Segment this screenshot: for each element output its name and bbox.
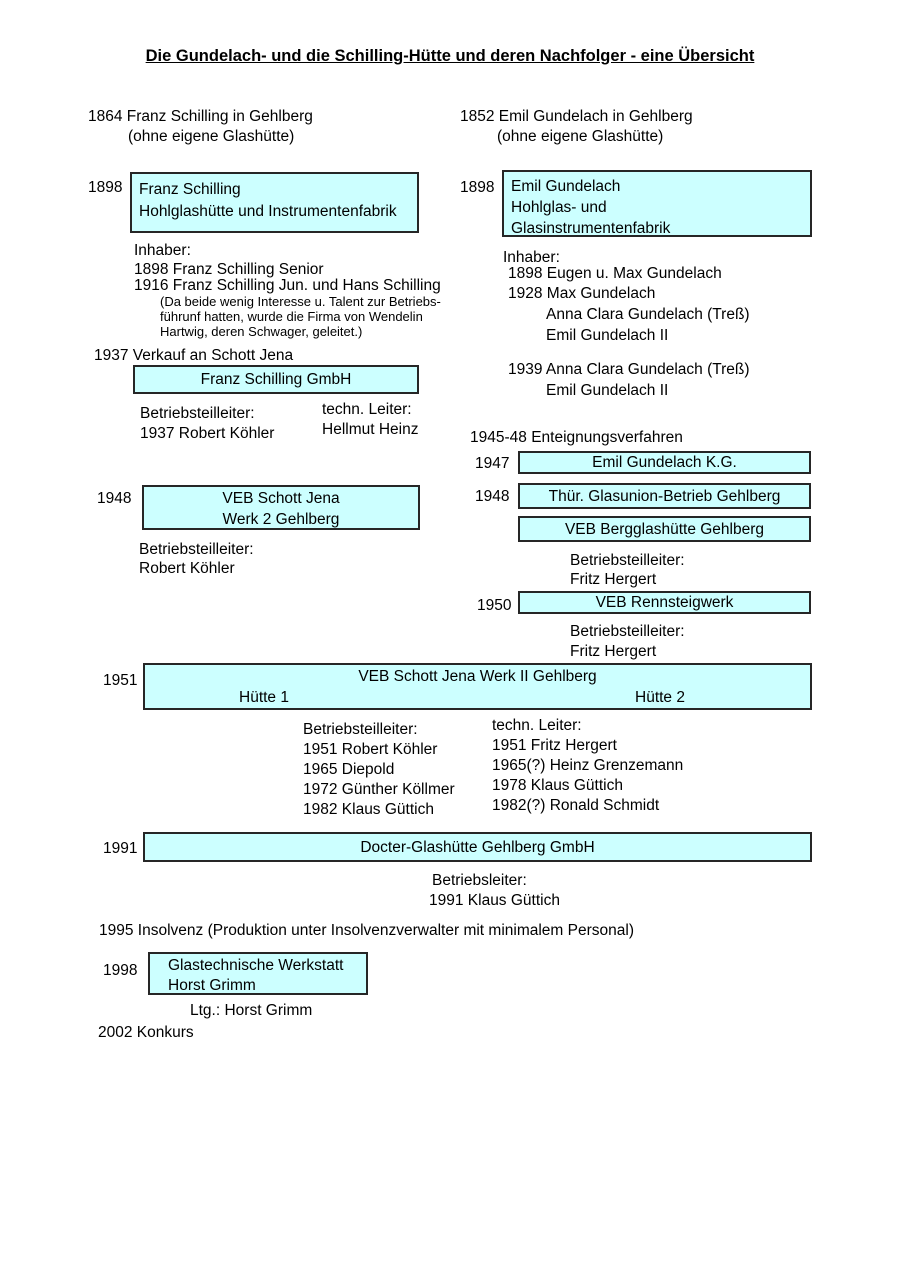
rennsteig-leiter-label: Betriebsteilleiter: bbox=[570, 623, 685, 640]
gundelach-inhaber-1928-c: Emil Gundelach II bbox=[546, 327, 669, 344]
merged-techn-item: 1965(?) Heinz Grenzemann bbox=[492, 757, 684, 774]
merged-techn-label: techn. Leiter: bbox=[492, 717, 582, 734]
gundelach-founding-line1: 1852 Emil Gundelach in Gehlberg bbox=[460, 108, 693, 125]
gundelach-inhaber-1898: 1898 Eugen u. Max Gundelach bbox=[508, 265, 722, 282]
konkurs-2002: 2002 Konkurs bbox=[98, 1024, 194, 1041]
merged-1991-year: 1991 bbox=[103, 840, 138, 857]
merged-leiter-item: 1951 Robert Köhler bbox=[303, 741, 438, 758]
schilling-note-line3: Hartwig, deren Schwager, geleitet.) bbox=[160, 324, 363, 339]
merged-leiter-item: 1972 Günther Köllmer bbox=[303, 781, 455, 798]
merged-leiter-list bbox=[303, 720, 455, 820]
merged-1998-year: 1998 bbox=[103, 962, 138, 979]
schilling-inhaber-1898: 1898 Franz Schilling Senior bbox=[134, 261, 324, 278]
gundelach-founding-line2: (ohne eigene Glashütte) bbox=[497, 128, 664, 145]
thuer-glasunion-box: Thür. Glasunion-Betrieb Gehlberg bbox=[518, 483, 811, 509]
gundelach-1898-box bbox=[502, 170, 812, 237]
veb-schott-jena-line2: Werk 2 Gehlberg bbox=[222, 511, 340, 528]
schilling-1948-leiter-value: Robert Köhler bbox=[139, 560, 235, 577]
gundelach-enteignung: 1945-48 Enteignungsverfahren bbox=[470, 429, 683, 446]
page-title: Die Gundelach- und die Schilling-Hütte und deren Nachfolger - eine Übersicht bbox=[145, 47, 755, 65]
schilling-note-line2: führunf hatten, wurde die Firma von Wendelin bbox=[160, 309, 423, 324]
franz-schilling-gmbh-box: Franz Schilling GmbH bbox=[133, 365, 419, 394]
gundelach-1947-year: 1947 bbox=[475, 455, 510, 472]
merged-leiter-item: 1965 Diepold bbox=[303, 761, 395, 778]
gundelach-inhaber-label: Inhaber: bbox=[503, 249, 560, 266]
merged-techn-item: 1978 Klaus Güttich bbox=[492, 777, 623, 794]
gundelach-inhaber-1939-b: Emil Gundelach II bbox=[546, 382, 669, 399]
schilling-note-line1: (Da beide wenig Interesse u. Talent zur Betriebs- bbox=[160, 294, 441, 309]
docter-glashuette-box: Docter-Glashütte Gehlberg GmbH bbox=[143, 832, 812, 862]
gundelach-inhaber-1928-b: Anna Clara Gundelach (Treß) bbox=[546, 306, 750, 323]
veb-schott-jena-box bbox=[142, 485, 420, 530]
docter-leiter-value: 1991 Klaus Güttich bbox=[429, 892, 560, 909]
schilling-inhaber-label: Inhaber: bbox=[134, 242, 191, 259]
huette-2-label: Hütte 2 bbox=[635, 689, 685, 706]
ltg-horst-grimm: Ltg.: Horst Grimm bbox=[190, 1002, 313, 1019]
huette-1-label: Hütte 1 bbox=[239, 689, 289, 706]
gundelach-1898-year: 1898 bbox=[460, 179, 495, 196]
schilling-1937-techn-value: Hellmut Heinz bbox=[322, 421, 419, 438]
schilling-1898-box-line2: Hohlglashütte und Instrumentenfabrik bbox=[139, 203, 397, 220]
schilling-1937-techn-label: techn. Leiter: bbox=[322, 401, 412, 418]
veb-schott-jena-line1: VEB Schott Jena bbox=[222, 490, 340, 507]
docter-leiter-label: Betriebsleiter: bbox=[432, 872, 527, 889]
veb-bergglashuette-box: VEB Bergglashütte Gehlberg bbox=[518, 516, 811, 542]
glastechnische-werkstatt-box bbox=[148, 952, 368, 995]
merged-techn-item: 1951 Fritz Hergert bbox=[492, 737, 617, 754]
glastechnische-werkstatt-line2: Horst Grimm bbox=[168, 977, 256, 994]
schilling-1937-leiter-value: 1937 Robert Köhler bbox=[140, 425, 275, 442]
merged-techn-item: 1982(?) Ronald Schmidt bbox=[492, 797, 660, 814]
schilling-1898-box bbox=[130, 172, 419, 233]
schilling-founding-line2: (ohne eigene Glashütte) bbox=[128, 128, 295, 145]
berg-leiter-label: Betriebsteilleiter: bbox=[570, 552, 685, 569]
schilling-founding-line1: 1864 Franz Schilling in Gehlberg bbox=[88, 108, 313, 125]
gundelach-1898-box-line3: Glasinstrumentenfabrik bbox=[511, 220, 671, 237]
schilling-1898-year: 1898 bbox=[88, 179, 123, 196]
emil-gundelach-kg-box: Emil Gundelach K.G. bbox=[518, 451, 811, 474]
merged-leiter-item: 1982 Klaus Güttich bbox=[303, 801, 434, 818]
veb-schott-jena-werk2-title: VEB Schott Jena Werk II Gehlberg bbox=[358, 668, 597, 685]
glastechnische-werkstatt-line1: Glastechnische Werkstatt bbox=[168, 957, 344, 974]
berg-leiter-value: Fritz Hergert bbox=[570, 571, 657, 588]
merged-1951-year: 1951 bbox=[103, 672, 138, 689]
insolvenz-1995: 1995 Insolvenz (Produktion unter Insolvenzverwalter mit minimalem Personal) bbox=[99, 922, 634, 939]
gundelach-1898-box-line2: Hohlglas- und bbox=[511, 199, 607, 216]
schilling-verkauf-1937: 1937 Verkauf an Schott Jena bbox=[94, 347, 294, 364]
gundelach-1898-box-line1: Emil Gundelach bbox=[511, 178, 621, 195]
merged-leiter-label: Betriebsteilleiter: bbox=[303, 721, 418, 738]
gundelach-inhaber-1928: 1928 Max Gundelach bbox=[508, 285, 656, 302]
veb-rennsteigwerk-box: VEB Rennsteigwerk bbox=[518, 591, 811, 614]
schilling-1898-box-line1: Franz Schilling bbox=[139, 181, 241, 198]
schilling-inhaber-1916: 1916 Franz Schilling Jun. und Hans Schilling bbox=[134, 277, 441, 294]
gundelach-inhaber-1939: 1939 Anna Clara Gundelach (Treß) bbox=[508, 361, 750, 378]
schilling-1937-leiter-label: Betriebsteilleiter: bbox=[140, 405, 255, 422]
gundelach-1950-year: 1950 bbox=[477, 597, 512, 614]
gundelach-1948-year: 1948 bbox=[475, 488, 510, 505]
merged-techn-list bbox=[492, 716, 683, 816]
veb-schott-jena-werk2-box bbox=[143, 663, 812, 710]
schilling-1948-leiter-label: Betriebsteilleiter: bbox=[139, 541, 254, 558]
rennsteig-leiter-value: Fritz Hergert bbox=[570, 643, 657, 660]
schilling-1948-year: 1948 bbox=[97, 490, 132, 507]
